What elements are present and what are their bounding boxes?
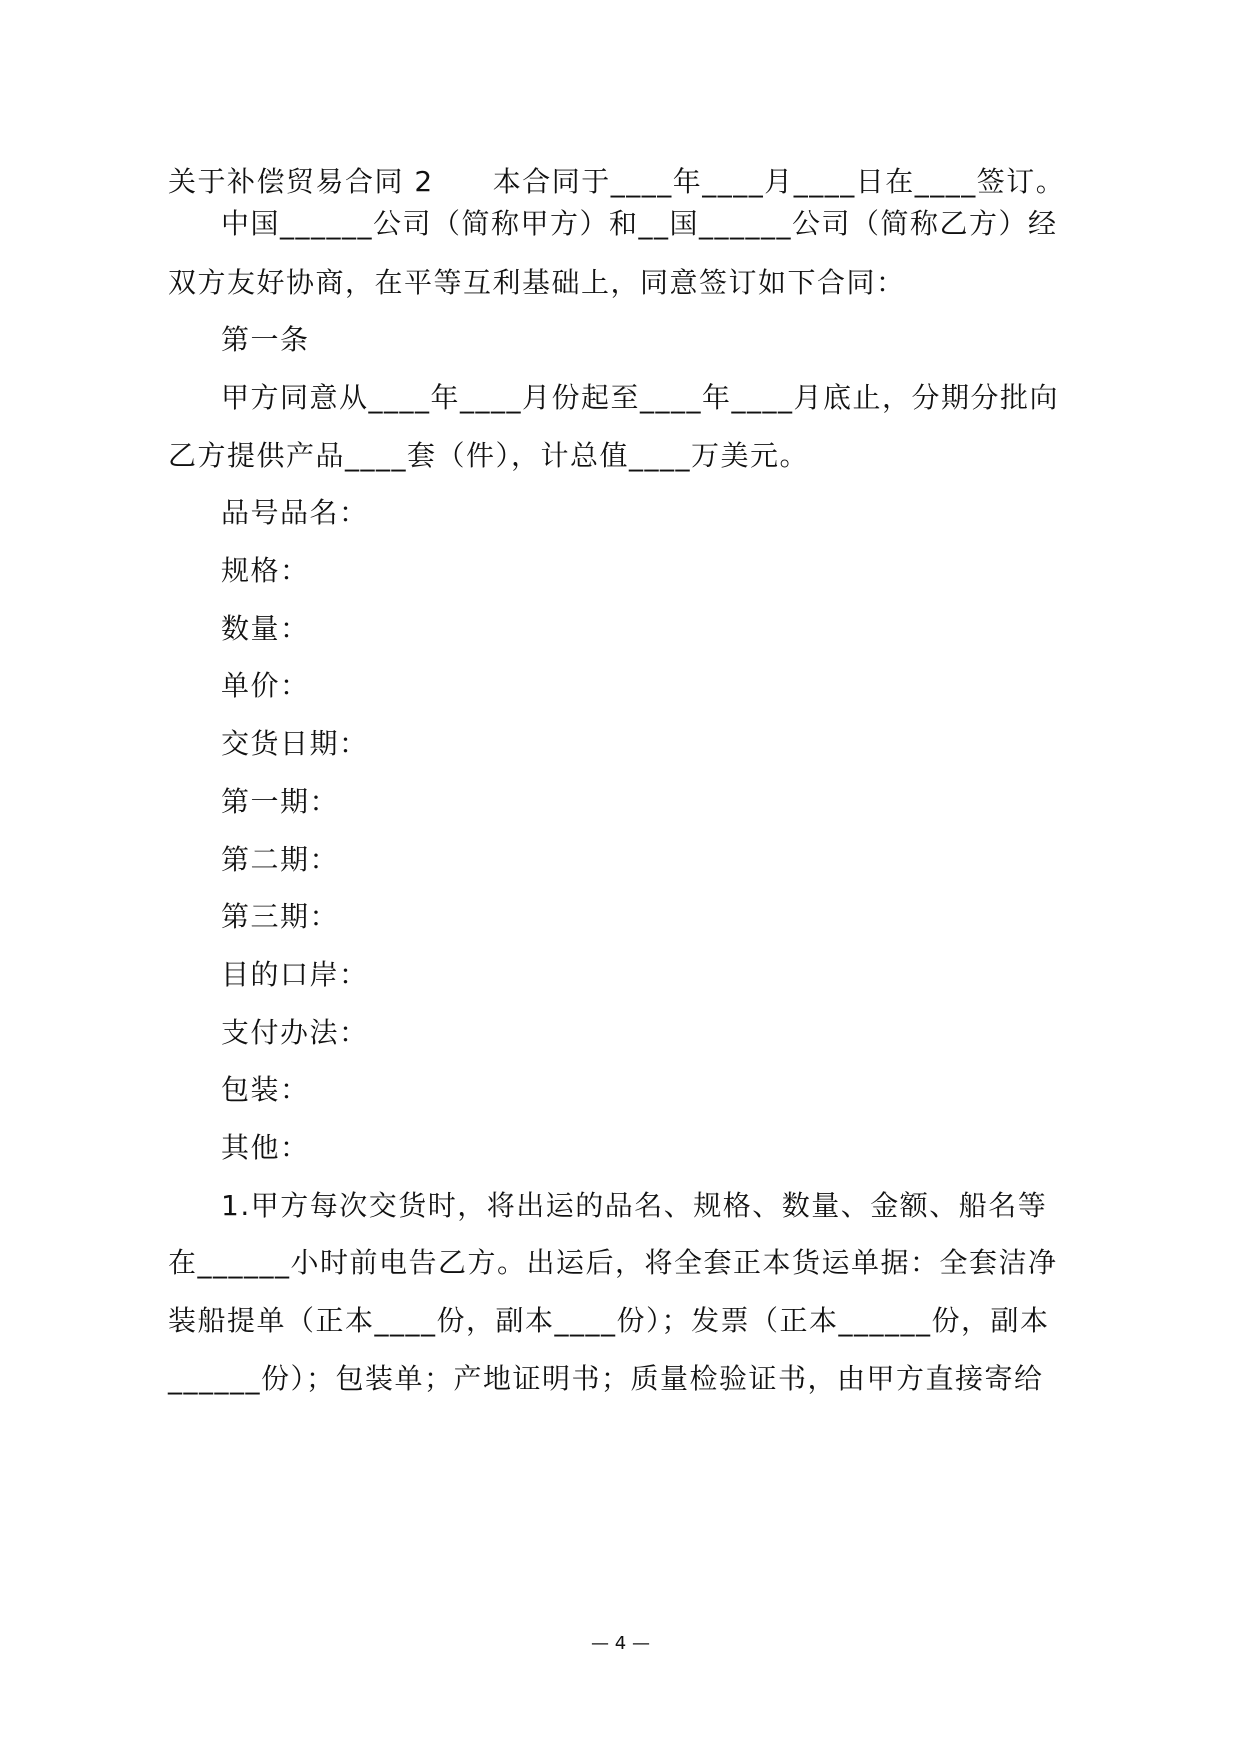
field-label: 支付办法： — [221, 1016, 369, 1049]
field-label: 数量： — [221, 612, 310, 645]
body-line: 甲方同意从____年____月份起至____年____月底止，分期分批向 — [221, 381, 1060, 414]
article-heading: 第一条 — [221, 323, 310, 356]
field-label: 交货日期： — [221, 727, 369, 760]
body-line: 乙方提供产品____套（件），计总值____万美元。 — [168, 439, 810, 472]
field-label: 目的口岸： — [221, 958, 369, 991]
field-label: 品号品名： — [221, 496, 369, 529]
field-label: 其他： — [221, 1131, 310, 1164]
field-label: 单价： — [221, 669, 310, 702]
field-label: 第三期： — [221, 900, 340, 933]
field-label: 第二期： — [221, 843, 340, 876]
field-label: 规格： — [221, 554, 310, 587]
body-line: 在______小时前电告乙方。出运后，将全套正本货运单据：全套洁净 — [168, 1246, 1058, 1279]
field-label: 包装： — [221, 1073, 310, 1106]
body-line: 双方友好协商，在平等互利基础上，同意签订如下合同： — [168, 266, 906, 299]
body-line: 1.甲方每次交货时，将出运的品名、规格、数量、金额、船名等 — [221, 1189, 1048, 1222]
title-and-signing-line: 关于补偿贸易合同 2 本合同于____年____月____日在____签订。 — [168, 165, 1066, 198]
page-number: — 4 — — [591, 1633, 650, 1654]
field-label: 第一期： — [221, 785, 340, 818]
body-line: 装船提单（正本____份，副本____份）；发票（正本______份，副本 — [168, 1304, 1050, 1337]
body-line: 中国______公司（简称甲方）和__国______公司（简称乙方）经 — [221, 207, 1058, 240]
body-line: ______份）；包装单；产地证明书；质量检验证书，由甲方直接寄给 — [168, 1362, 1044, 1395]
